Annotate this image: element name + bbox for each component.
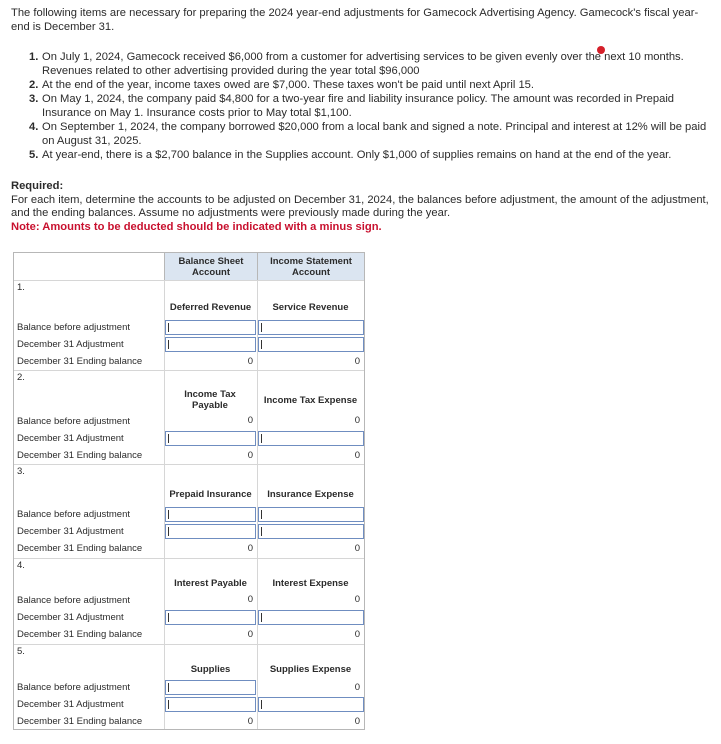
row-divider bbox=[14, 280, 364, 281]
is-account-label: Interest Expense bbox=[272, 578, 349, 589]
item-number: 5. bbox=[29, 149, 39, 161]
bs-before-input[interactable] bbox=[165, 680, 256, 695]
row-label-ending: December 31 Ending balance bbox=[17, 450, 143, 461]
bs-adjust-input[interactable] bbox=[165, 431, 256, 446]
is-account-label: Service Revenue bbox=[272, 302, 349, 313]
item-number: 1. bbox=[29, 51, 39, 63]
is-adjust-input[interactable] bbox=[258, 337, 364, 352]
bs-ending-value: 0 bbox=[247, 629, 253, 640]
is-account-label: Insurance Expense bbox=[267, 489, 354, 500]
row-label-before: Balance before adjustment bbox=[17, 595, 131, 606]
required-text: For each item, determine the accounts to be adjusted on December 31, 2024, the balances before adjustment, the amount of the adjustment, and the ending balances. Assume no adjustments were previously made during the year. bbox=[11, 193, 709, 219]
is-account-label: Supplies Expense bbox=[269, 664, 352, 675]
is-adjust-input[interactable] bbox=[258, 431, 364, 446]
list-item bbox=[29, 78, 719, 92]
bs-adjust-input[interactable] bbox=[165, 697, 256, 712]
row-label-before: Balance before adjustment bbox=[17, 682, 131, 693]
bs-account-label: Income Tax Payable bbox=[184, 389, 236, 411]
is-adjust-input[interactable] bbox=[258, 524, 364, 539]
bs-before-input[interactable] bbox=[165, 507, 256, 522]
bs-before-value: 0 bbox=[247, 415, 253, 426]
bs-account-label: Deferred Revenue bbox=[169, 302, 252, 313]
item-list bbox=[29, 50, 719, 162]
is-before-input[interactable] bbox=[258, 320, 364, 335]
row-divider bbox=[14, 370, 364, 371]
list-item bbox=[29, 50, 719, 78]
required-note: Note: Amounts to be deducted should be indicated with a minus sign. bbox=[11, 220, 382, 233]
item-text: On September 1, 2024, the company borrowed $20,000 from a local bank and signed a note. Principal and interest at 12% will be paid on August 31, 2025. bbox=[42, 121, 707, 147]
item-num-label: 4. bbox=[17, 560, 25, 571]
is-before-value: 0 bbox=[354, 415, 360, 426]
income-statement-header: Income Statement Account bbox=[257, 253, 364, 280]
bs-ending-value: 0 bbox=[247, 356, 253, 367]
is-ending-value: 0 bbox=[354, 543, 360, 554]
row-label-adjust: December 31 Adjustment bbox=[17, 433, 124, 444]
bs-ending-value: 0 bbox=[247, 450, 253, 461]
row-divider bbox=[14, 558, 364, 559]
row-label-ending: December 31 Ending balance bbox=[17, 629, 143, 640]
row-label-ending: December 31 Ending balance bbox=[17, 716, 143, 727]
item-text: On July 1, 2024, Gamecock received $6,000 from a customer for advertising services to be given evenly over the next 10 months. Revenues related to other advertising provided during the year total $96,000 bbox=[42, 51, 684, 77]
bs-account-label: Supplies bbox=[190, 664, 231, 675]
balance-sheet-header: Balance Sheet Account bbox=[164, 253, 257, 280]
row-divider bbox=[14, 464, 364, 465]
row-label-adjust: December 31 Adjustment bbox=[17, 339, 124, 350]
bs-adjust-input[interactable] bbox=[165, 337, 256, 352]
bs-adjust-input[interactable] bbox=[165, 524, 256, 539]
is-adjust-input[interactable] bbox=[258, 610, 364, 625]
row-label-adjust: December 31 Adjustment bbox=[17, 612, 124, 623]
row-label-ending: December 31 Ending balance bbox=[17, 356, 143, 367]
is-account-label: Income Tax Expense bbox=[263, 395, 358, 406]
list-item bbox=[29, 92, 719, 120]
bs-ending-value: 0 bbox=[247, 716, 253, 727]
intro-text: The following items are necessary for preparing the 2024 year-end adjustments for Gamecock Advertising Agency. Gamecock's fiscal year-end is December 31. bbox=[11, 7, 699, 33]
bs-ending-value: 0 bbox=[247, 543, 253, 554]
bs-before-value: 0 bbox=[247, 594, 253, 605]
item-text: At the end of the year, income taxes owed are $7,000. These taxes won't be paid until next April 15. bbox=[42, 79, 535, 91]
required-section bbox=[11, 180, 711, 234]
row-divider bbox=[14, 644, 364, 645]
bs-account-label: Interest Payable bbox=[174, 578, 247, 589]
is-before-input[interactable] bbox=[258, 507, 364, 522]
item-num-label: 3. bbox=[17, 466, 25, 477]
is-ending-value: 0 bbox=[354, 716, 360, 727]
required-heading: Required: bbox=[11, 180, 64, 192]
item-number: 2. bbox=[29, 79, 39, 91]
row-label-before: Balance before adjustment bbox=[17, 509, 131, 520]
bs-adjust-input[interactable] bbox=[165, 610, 256, 625]
row-label-ending: December 31 Ending balance bbox=[17, 543, 143, 554]
adjustment-table bbox=[13, 252, 365, 730]
item-num-label: 5. bbox=[17, 646, 25, 657]
is-ending-value: 0 bbox=[354, 629, 360, 640]
row-label-before: Balance before adjustment bbox=[17, 322, 131, 333]
row-label-adjust: December 31 Adjustment bbox=[17, 699, 124, 710]
bs-account-label: Prepaid Insurance bbox=[169, 489, 252, 500]
is-adjust-input[interactable] bbox=[258, 697, 364, 712]
is-ending-value: 0 bbox=[354, 450, 360, 461]
item-num-label: 1. bbox=[17, 282, 25, 293]
item-number: 4. bbox=[29, 121, 39, 133]
is-ending-value: 0 bbox=[354, 356, 360, 367]
item-text: At year-end, there is a $2,700 balance in the Supplies account. Only $1,000 of supplies remains on hand at the end of the year. bbox=[42, 149, 672, 161]
row-label-before: Balance before adjustment bbox=[17, 416, 131, 427]
list-item bbox=[29, 120, 719, 148]
is-before-value: 0 bbox=[354, 682, 360, 693]
item-num-label: 2. bbox=[17, 372, 25, 383]
item-number: 3. bbox=[29, 93, 39, 105]
row-label-adjust: December 31 Adjustment bbox=[17, 526, 124, 537]
bs-before-input[interactable] bbox=[165, 320, 256, 335]
item-text: On May 1, 2024, the company paid $4,800 for a two-year fire and liability insurance policy. The amount was recorded in Prepaid Insurance on May 1. Insurance costs prior to May total $1,100. bbox=[42, 93, 675, 119]
list-item bbox=[29, 148, 719, 162]
is-before-value: 0 bbox=[354, 594, 360, 605]
